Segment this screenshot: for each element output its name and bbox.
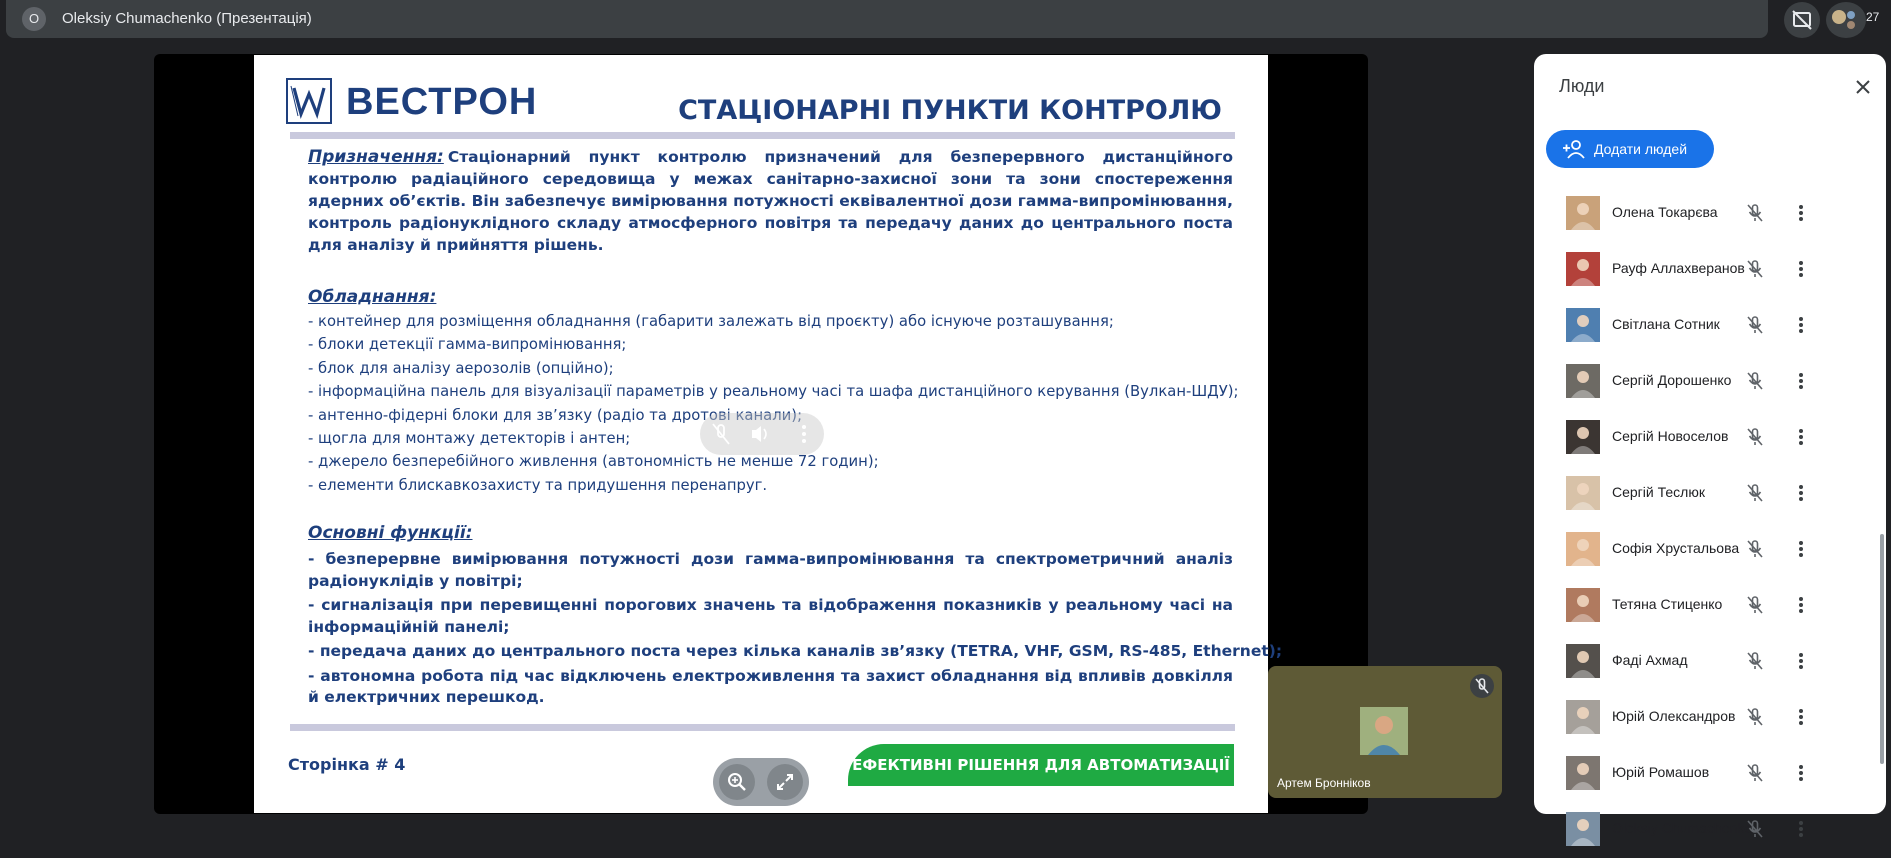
avatar (1566, 364, 1600, 398)
avatar (1566, 588, 1600, 622)
present-off-button[interactable] (1784, 2, 1820, 38)
participant-row[interactable] (1546, 466, 1874, 522)
slide-title: СТАЦІОНАРНІ ПУНКТИ КОНТРОЛЮ (678, 95, 1222, 126)
participant-row[interactable] (1546, 186, 1874, 242)
panel-scrollbar[interactable] (1880, 534, 1884, 764)
zoom-in-icon (719, 764, 755, 800)
participant-name: Юрій Олександров (1612, 708, 1736, 724)
add-people-button[interactable] (1546, 130, 1714, 168)
mute-status-button[interactable] (1744, 258, 1766, 280)
list-item: - блок для аналізу аерозолів (опційно); (308, 359, 614, 377)
mute-status-button[interactable] (1744, 706, 1766, 728)
purpose-text: Стаціонарний пункт контролю призначений для безперервного дистанційного контролю радіаційного середовища у межах санітарно-захисної зони та зони спостереження ядерних об’єктів. Він забезпечує вимірювання потужності еквівалентної дози гамма-випромінювання, контроль радіонуклідного складу атмосферного повітря та передачу даних до центрального поста для аналізу й прийняття рішень. (308, 148, 1233, 254)
zoom-button[interactable] (719, 764, 755, 800)
people-panel (1534, 54, 1886, 836)
list-item: - інформаційна панель для візуалізації параметрів у реальному часі та шафа дистанційного керування (Вулкан-ШДУ); (308, 383, 1239, 401)
mute-status-button[interactable] (1744, 314, 1766, 336)
participant-name: Сергій Теслюк (1612, 484, 1705, 500)
purpose-section (308, 146, 1233, 256)
presentation-title: Oleksiy Chumachenko (Презентація) (62, 10, 312, 27)
top-divider (290, 132, 1235, 139)
page-number: Сторінка # 4 (288, 755, 406, 774)
participant-row[interactable] (1546, 578, 1874, 634)
mute-status-button[interactable] (1744, 426, 1766, 448)
list-item: - безперервне вимірювання потужності дози гамма-випромінювання та спектрометричний аналіз радіонуклідів у повітрі; (308, 550, 1233, 590)
participant-row[interactable] (1546, 522, 1874, 578)
mic-off-icon (1744, 538, 1766, 560)
mic-off-icon[interactable] (713, 424, 729, 444)
participants-button[interactable] (1826, 2, 1866, 38)
mic-off-icon (1744, 258, 1766, 280)
functions-list (308, 549, 1283, 709)
functions-section (308, 523, 1283, 712)
avatar (1566, 644, 1600, 678)
avatar (1566, 812, 1600, 846)
company-logo-mark (286, 78, 332, 124)
participant-name: Олена Токарєва (1612, 204, 1718, 220)
participant-name: Фаді Ахмад (1612, 652, 1688, 668)
self-avatar (1360, 707, 1408, 755)
mic-off-icon (1744, 594, 1766, 616)
participant-name: Софія Хрустальова (1612, 540, 1740, 556)
mic-off-icon (1744, 202, 1766, 224)
more-vert-icon[interactable] (802, 425, 806, 443)
participant-more-button[interactable] (1790, 482, 1812, 504)
avatar (1566, 308, 1600, 342)
list-item: - передача даних до центрального поста через кілька каналів зв’язку (TETRA, VHF, GSM, RS-485, Ethernet); (308, 642, 1283, 660)
bottom-divider (290, 724, 1235, 731)
meeting-topbar (6, 0, 1768, 38)
volume-icon[interactable] (752, 426, 766, 442)
participant-more-button[interactable] (1790, 370, 1812, 392)
participant-row[interactable] (1546, 298, 1874, 354)
participant-row[interactable] (1546, 242, 1874, 298)
mute-status-button[interactable] (1744, 482, 1766, 504)
mute-status-button[interactable] (1744, 762, 1766, 784)
more-vert-icon (1790, 594, 1812, 616)
participant-more-button[interactable] (1790, 650, 1812, 672)
mic-off-icon (1744, 706, 1766, 728)
participant-more-button[interactable] (1790, 818, 1812, 840)
mic-off-icon (1470, 674, 1494, 698)
participant-more-button[interactable] (1790, 258, 1812, 280)
participant-more-button[interactable] (1790, 426, 1812, 448)
avatar (1566, 700, 1600, 734)
avatar (1566, 196, 1600, 230)
expand-icon (767, 764, 803, 800)
list-item: - сигналізація при перевищенні порогових значень та відображення показників у реальному часі на інформаційній панелі; (308, 596, 1233, 636)
self-video-tile[interactable] (1268, 666, 1502, 798)
list-item: - блоки детекції гамма-випромінювання; (308, 336, 627, 354)
equipment-heading: Обладнання: (308, 287, 437, 307)
participant-more-button[interactable] (1790, 538, 1812, 560)
list-item: - щогла для монтажу детекторів і антен; (308, 430, 631, 448)
participant-name: Рауф Аллахверанов (1612, 260, 1745, 276)
equipment-list (308, 310, 1239, 497)
participant-row[interactable] (1546, 410, 1874, 466)
mute-status-button[interactable] (1744, 202, 1766, 224)
purpose-heading: Призначення: (308, 147, 444, 167)
participant-more-button[interactable] (1790, 594, 1812, 616)
participant-more-button[interactable] (1790, 762, 1812, 784)
more-vert-icon (1790, 762, 1812, 784)
avatar (1566, 532, 1600, 566)
present-off-icon (1784, 2, 1820, 38)
mic-off-icon (1744, 650, 1766, 672)
mic-off-icon (1744, 314, 1766, 336)
participant-list (1546, 186, 1874, 836)
mic-off-icon (1744, 482, 1766, 504)
more-vert-icon (1790, 650, 1812, 672)
participant-row[interactable] (1546, 802, 1874, 858)
participant-name: Тетяна Стиценко (1612, 596, 1723, 612)
more-vert-icon (1790, 426, 1812, 448)
more-vert-icon (1790, 258, 1812, 280)
list-item: - антенно-фідерні блоки для зв’язку (радіо та дротові канали); (308, 406, 803, 424)
mic-off-icon (1744, 762, 1766, 784)
more-vert-icon (1790, 202, 1812, 224)
add-people-label: Додати людей (1594, 141, 1688, 157)
list-item: - джерело безперебійного живлення (автономність не менше 72 годин); (308, 453, 879, 471)
close-panel-button[interactable] (1852, 76, 1874, 98)
mic-off-icon (1744, 818, 1766, 840)
participant-more-button[interactable] (1790, 202, 1812, 224)
slogan-banner: ЕФЕКТИВНІ РІШЕННЯ ДЛЯ АВТОМАТИЗАЦІЇ (848, 744, 1234, 786)
participant-row[interactable] (1546, 354, 1874, 410)
avatar (1566, 252, 1600, 286)
participant-name: Oleksiy Chumachenko (1612, 820, 1753, 836)
self-name: Артем Бронніков (1277, 776, 1371, 790)
participant-name: Сергій Новоселов (1612, 428, 1729, 444)
participant-name: Юрій Ромашов (1612, 764, 1710, 780)
close-icon (1852, 76, 1874, 98)
participants-avatars-icon (1826, 2, 1866, 38)
more-vert-icon (1790, 706, 1812, 728)
company-logo-text: ВЕСТРОН (346, 81, 538, 123)
list-item: - контейнер для розміщення обладнання (габарити залежать від проєкту) або існуюче розташування; (308, 313, 1114, 330)
tile-mic-status (1470, 674, 1494, 698)
mute-status-button[interactable] (1744, 818, 1766, 840)
mute-status-button[interactable] (1744, 594, 1766, 616)
avatar (1566, 476, 1600, 510)
presenter-avatar: O (22, 7, 46, 31)
mute-status-button[interactable] (1744, 370, 1766, 392)
mic-off-icon (1744, 426, 1766, 448)
fullscreen-button[interactable] (767, 764, 803, 800)
more-vert-icon (1790, 482, 1812, 504)
participant-more-button[interactable] (1790, 706, 1812, 728)
participant-name: Світлана Сотник (1612, 316, 1720, 332)
functions-heading: Основні функції: (308, 523, 473, 543)
panel-title: Люди (1559, 76, 1605, 96)
more-vert-icon (1790, 538, 1812, 560)
list-item: - елементи блискавкозахисту та придушення перенапруг. (308, 476, 768, 494)
equipment-section (308, 287, 1239, 497)
list-item: - автономна робота під час відключень електроживлення та захист обладнання від впливів довкілля й електричних перешкод. (308, 666, 1233, 706)
more-vert-icon (1790, 370, 1812, 392)
participant-name: Сергій Дорошенко (1612, 372, 1732, 388)
more-vert-icon (1790, 314, 1812, 336)
slide-hover-controls (700, 413, 824, 455)
participant-more-button[interactable] (1790, 314, 1812, 336)
participant-row[interactable] (1546, 634, 1874, 690)
w-logo-icon (288, 80, 330, 122)
participant-count: 27 (1866, 10, 1880, 24)
participant-row[interactable] (1546, 690, 1874, 746)
mute-status-button[interactable] (1744, 538, 1766, 560)
mic-off-icon (1744, 370, 1766, 392)
slide-zoom-controls (713, 758, 809, 806)
person-add-icon (1562, 138, 1586, 160)
avatar (1566, 756, 1600, 790)
avatar (1566, 420, 1600, 454)
more-vert-icon (1790, 818, 1812, 840)
participant-row[interactable] (1546, 746, 1874, 802)
mute-status-button[interactable] (1744, 650, 1766, 672)
